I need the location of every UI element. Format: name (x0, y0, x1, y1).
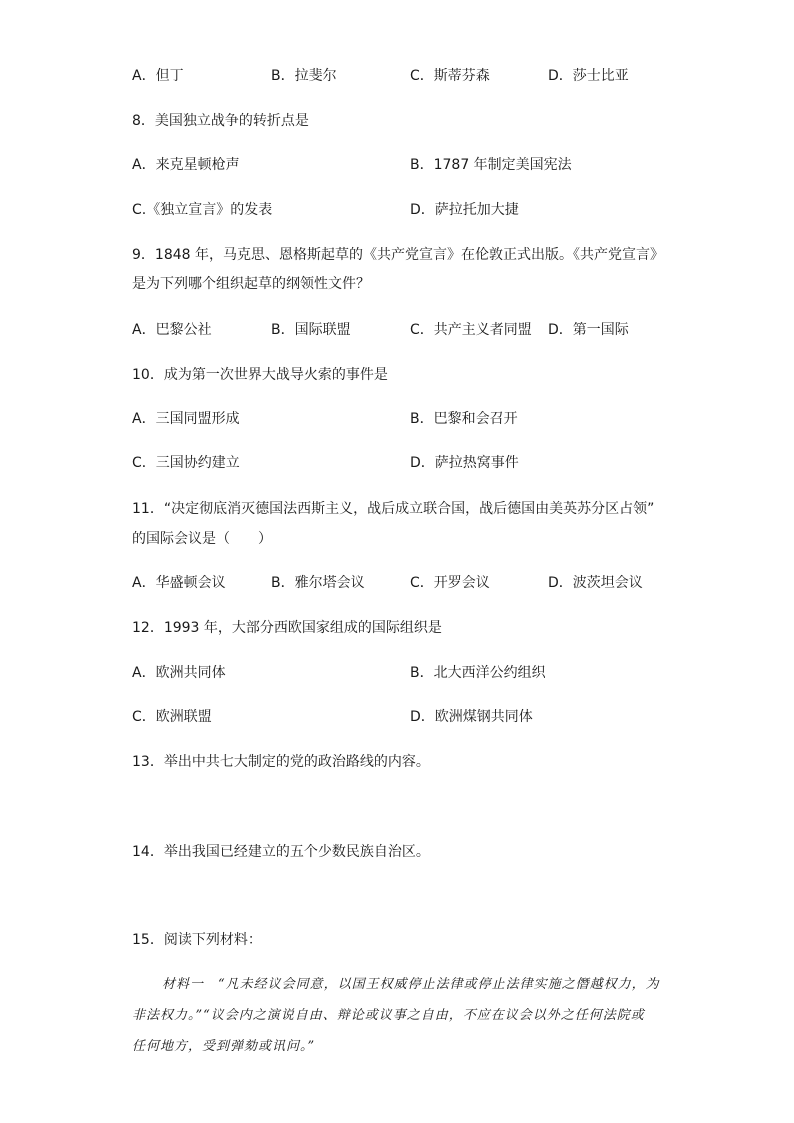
q7-option-d[interactable]: D．莎士比亚 (548, 68, 629, 84)
q12-stem: 12．1993 年，大部分西欧国家组成的国际组织是 (132, 620, 442, 636)
q11-stem-line2: 的国际会议是（ ） (132, 531, 272, 547)
q11-stem-line1: 11．“决定彻底消灭德国法西斯主义，战后成立联合国，战后德国由美英苏分区占领” (132, 501, 655, 517)
q7-option-c[interactable]: C．斯蒂芬森 (410, 68, 490, 84)
q11-option-d[interactable]: D．波茨坦会议 (548, 575, 643, 591)
q10-option-c[interactable]: C．三国协约建立 (132, 455, 240, 471)
q9-option-c[interactable]: C．共产主义者同盟 (410, 322, 532, 338)
q9-stem-line1: 9．1848 年，马克思、恩格斯起草的《共产党宣言》在伦敦正式出版。《共产党宣言》 (132, 247, 664, 263)
q12-option-c[interactable]: C．欧洲联盟 (132, 709, 212, 725)
q9-stem-line2: 是为下列哪个组织起草的纲领性文件？ (132, 276, 370, 292)
q15-stem: 15．阅读下列材料： (132, 932, 262, 948)
q12-option-b[interactable]: B．北大西洋公约组织 (410, 665, 546, 681)
q15-material-line2: 非法权力。”“议会内之演说自由、辩论或议事之自由，不应在议会以外之任何法院或 (132, 1008, 645, 1023)
q10-stem: 10．成为第一次世界大战导火索的事件是 (132, 367, 388, 383)
q15-material-line1: 材料一 “凡未经议会同意，以国王权威停止法律或停止法律实施之僭越权力，为 (162, 977, 660, 992)
q9-option-d[interactable]: D．第一国际 (548, 322, 629, 338)
q8-option-d[interactable]: D．萨拉托加大捷 (410, 202, 519, 218)
q10-option-b[interactable]: B．巴黎和会召开 (410, 411, 518, 427)
q7-option-b[interactable]: B．拉斐尔 (271, 68, 337, 84)
q11-option-c[interactable]: C．开罗会议 (410, 575, 490, 591)
q11-option-a[interactable]: A．华盛顿会议 (132, 575, 226, 591)
q13-stem: 13．举出中共七大制定的党的政治路线的内容。 (132, 754, 430, 770)
q11-option-b[interactable]: B．雅尔塔会议 (271, 575, 365, 591)
q7-option-a[interactable]: A．但丁 (132, 68, 184, 84)
q8-option-c[interactable]: C.《独立宣言》的发表 (132, 202, 273, 218)
q9-option-b[interactable]: B．国际联盟 (271, 322, 351, 338)
q15-material-line3: 任何地方，受到弹劾或讯问。” (132, 1039, 316, 1054)
q8-option-a[interactable]: A．来克星顿枪声 (132, 157, 240, 173)
q8-stem: 8．美国独立战争的转折点是 (132, 113, 309, 129)
q10-option-a[interactable]: A．三国同盟形成 (132, 411, 240, 427)
q14-stem: 14．举出我国已经建立的五个少数民族自治区。 (132, 844, 430, 860)
q12-option-d[interactable]: D．欧洲煤钢共同体 (410, 709, 533, 725)
q8-option-b[interactable]: B．1787 年制定美国宪法 (410, 157, 572, 173)
q9-option-a[interactable]: A．巴黎公社 (132, 322, 212, 338)
q12-option-a[interactable]: A．欧洲共同体 (132, 665, 226, 681)
q10-option-d[interactable]: D．萨拉热窝事件 (410, 455, 519, 471)
